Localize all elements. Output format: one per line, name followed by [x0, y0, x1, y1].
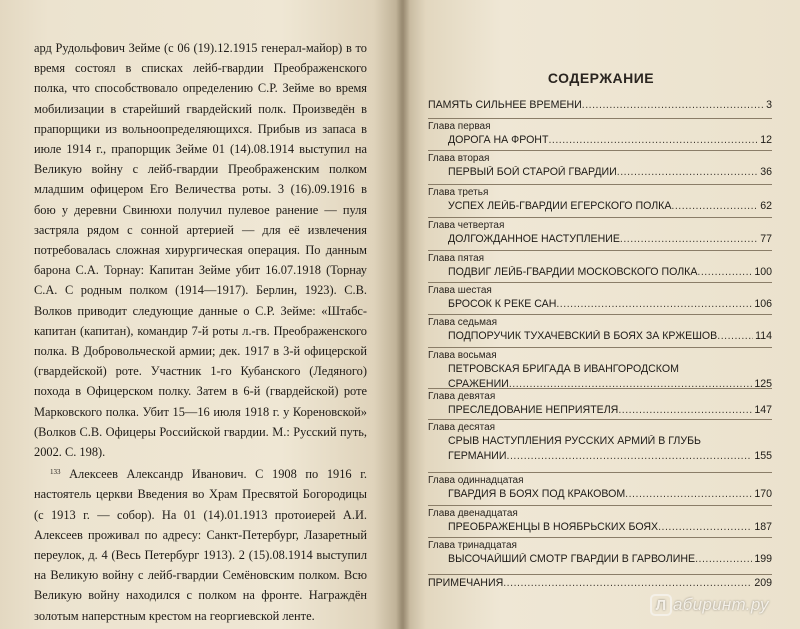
toc-entry[interactable] — [448, 435, 772, 447]
toc-chapter-label: Глава шестая — [428, 285, 492, 296]
toc-page-number: 187 — [754, 521, 772, 533]
toc-divider — [428, 118, 772, 119]
toc-leader-dots — [503, 577, 752, 589]
toc-entry-title: ПРЕСЛЕДОВАНИЕ НЕПРИЯТЕЛЯ — [448, 404, 619, 416]
toc-divider — [428, 250, 772, 251]
toc-divider — [428, 150, 772, 151]
toc-chapter-label: Глава четвертая — [428, 220, 505, 231]
toc-divider — [428, 574, 772, 575]
toc-leader-dots — [507, 450, 753, 462]
toc-page-number: 114 — [755, 330, 772, 342]
toc-entry[interactable] — [428, 577, 772, 589]
toc-entry[interactable] — [448, 166, 772, 178]
toc-leader-dots — [620, 233, 758, 245]
toc-entry[interactable] — [448, 233, 772, 245]
toc-chapter-label: Глава седьмая — [428, 317, 498, 328]
toc-divider — [428, 347, 772, 348]
toc-page-number: 106 — [754, 298, 772, 310]
toc-entry-title: ВЫСОЧАЙШИЙ СМОТР ГВАРДИИ В ГАРВОЛИНЕ — [448, 553, 696, 565]
toc-entry-title: УСПЕХ ЛЕЙБ-ГВАРДИИ ЕГЕРСКОГО ПОЛКА — [448, 200, 672, 212]
toc-entry-title: ПОДПОРУЧИК ТУХАЧЕВСКИЙ В БОЯХ ЗА КРЖЕШОВ — [448, 330, 718, 342]
toc-chapter-label: Глава вторая — [428, 153, 490, 164]
toc-page-number: 209 — [754, 577, 772, 589]
toc-page-number: 62 — [760, 200, 772, 212]
toc-entry-title: ГЕРМАНИИ — [448, 450, 507, 462]
toc-entry[interactable] — [448, 330, 772, 342]
toc-page-number: 170 — [754, 488, 772, 500]
toc-divider — [428, 537, 772, 538]
toc-chapter-label: Глава одиннадцатая — [428, 475, 524, 486]
toc-title: СОДЕРЖАНИЕ — [547, 70, 655, 86]
toc-entry-title: СРЫВ НАСТУПЛЕНИЯ РУССКИХ АРМИЙ В ГЛУБЬ — [448, 435, 701, 447]
toc-entry[interactable] — [448, 200, 772, 212]
toc-entry-title: БРОСОК К РЕКЕ САН — [448, 298, 557, 310]
footnote-text: Алексеев Александр Иванович. С 1908 по 1916 г. настоятель церкви Введения во Храм Пресвятой Богородицы (с 1913 г. — собор). На 01 (14).01.1913 протоиерей А.И. Алексеев проживал по адресу: Санкт-Петербург, Лазаретный переулок, д. 4 (Весь Петербург 1913). 2 (15).08.1914 выступил на Великую войну с лейб-гвардии Семёновским полком. Всю Великую войну находился с полком на фронте. Награждён золотым наперстным крестом на георгиевской ленте. — [34, 467, 367, 623]
toc-leader-dots — [717, 330, 753, 342]
toc-entry[interactable] — [428, 99, 772, 111]
toc-chapter-label: Глава девятая — [428, 391, 496, 402]
toc-divider — [428, 472, 772, 473]
toc-divider — [428, 505, 772, 506]
toc-entry-title: ПРЕОБРАЖЕНЦЫ В НОЯБРЬСКИХ БОЯХ — [448, 521, 659, 533]
labirint-watermark — [650, 594, 769, 616]
book-gutter — [396, 0, 410, 629]
toc-chapter-label: Глава первая — [428, 121, 491, 132]
toc-page-number: 100 — [754, 266, 772, 278]
toc-page-number: 12 — [760, 134, 772, 146]
toc-leader-dots — [658, 521, 752, 533]
toc-leader-dots — [618, 404, 752, 416]
toc-entry-title: ПОДВИГ ЛЕЙБ-ГВАРДИИ МОСКОВСКОГО ПОЛКА — [448, 266, 698, 278]
toc-entry-title: ПЕРВЫЙ БОЙ СТАРОЙ ГВАРДИИ — [448, 166, 617, 178]
toc-chapter-label: Глава восьмая — [428, 350, 497, 361]
toc-entry-title: ДОЛГОЖДАННОЕ НАСТУПЛЕНИЕ — [448, 233, 620, 245]
toc-entry-title: ПРИМЕЧАНИЯ — [428, 577, 504, 589]
toc-leader-dots — [695, 553, 752, 565]
toc-leader-dots — [582, 99, 764, 111]
toc-leader-dots — [697, 266, 752, 278]
labirint-logo-icon: Л — [650, 594, 672, 616]
toc-leader-dots — [548, 134, 758, 146]
toc-entry-title: ПЕТРОВСКАЯ БРИГАДА В ИВАНГОРОДСКОМ — [448, 363, 679, 375]
toc-page-number: 155 — [754, 450, 772, 462]
toc-entry[interactable] — [448, 553, 772, 565]
toc-entry-title: ПАМЯТЬ СИЛЬНЕЕ ВРЕМЕНИ — [428, 99, 582, 111]
body-text — [34, 38, 367, 626]
toc-entry[interactable] — [448, 450, 772, 462]
toc-chapter-label: Глава двенадцатая — [428, 508, 518, 519]
toc-chapter-label: Глава пятая — [428, 253, 485, 264]
toc-divider — [428, 388, 772, 389]
toc-divider — [428, 282, 772, 283]
toc-entry[interactable] — [448, 521, 772, 533]
toc-entry-title: ГВАРДИЯ В БОЯХ ПОД КРАКОВОМ — [448, 488, 626, 500]
toc-leader-dots — [617, 166, 758, 178]
toc-entry[interactable] — [448, 134, 772, 146]
toc-entry[interactable] — [448, 266, 772, 278]
toc-page-number: 3 — [766, 99, 772, 111]
toc-leader-dots — [625, 488, 752, 500]
toc-page-number: 147 — [754, 404, 772, 416]
toc-divider — [428, 314, 772, 315]
toc-page-number: 77 — [760, 233, 772, 245]
toc-page-number: 36 — [760, 166, 772, 178]
footnote-133 — [34, 462, 367, 626]
toc-page-number: 125 — [754, 378, 772, 390]
toc-entry-title: ДОРОГА НА ФРОНТ — [448, 134, 549, 146]
footnote-number: 133 — [50, 468, 61, 477]
toc-chapter-label: Глава десятая — [428, 422, 496, 433]
paragraph-zeime: ард Рудольфович Зейме (с 06 (19).12.1915 генерал-майор) в то время состоял в списках лейб-гвардии Преображенского полка, что способствовало определению С.Р. Зейме во время мобилизации в старейший гвардейский полк. Произведён в прапорщики из вольноопределяющихся. Прибыв из запаса в июле 1914 г., прапорщик Зейме 01 (14).08.1914 выступил на Великую войну с лейб-гвардии Преображенским полком младшим офицером Его Величества роты. 3 (16).09.1916 в бою у деревни Свинюхи получил пулевое ранение — пуля застряла рядом с сонной артерией — для её извлечения потребовалась сложная хирургическая операция. По данным барона С.А. Торнау: Капитан Зейме убит 16.07.1918 (Торнау С.А. С родным полком (1914—1917). Берлин, 1923). С.В. Волков приводит следующие данные о С.Р. Зейме: «Штабс-капитан (капитан), командир 7-й роты л.-гв. Преображенского полка. В Добровольческой армии; дек. 1917 в 3-й офицерской (гвардейской) роте. Участник 1-го Кубанского (Ледяного) похода в Офицерском полку. Затем в 6-й (гвардейской) роте Марковского полка. Убит 15—16 июля 1918 г. у Кореновской» (Волков С.В. Офицеры Российской гвардии. М.: Русский путь, 2002. С. 198). — [34, 41, 367, 460]
toc-entry[interactable] — [448, 298, 772, 310]
toc-entry[interactable] — [448, 488, 772, 500]
toc-entry[interactable] — [448, 404, 772, 416]
toc-entry-title: СРАЖЕНИИ — [448, 378, 509, 390]
toc-entry[interactable] — [448, 363, 772, 375]
toc-divider — [428, 184, 772, 185]
toc-chapter-label: Глава тринадцатая — [428, 540, 517, 551]
toc-leader-dots — [671, 200, 758, 212]
toc-page-number: 199 — [754, 553, 772, 565]
toc-divider — [428, 419, 772, 420]
toc-chapter-label: Глава третья — [428, 187, 489, 198]
toc-leader-dots — [556, 298, 752, 310]
toc-divider — [428, 217, 772, 218]
watermark-text: абиринт.ру — [673, 595, 769, 614]
